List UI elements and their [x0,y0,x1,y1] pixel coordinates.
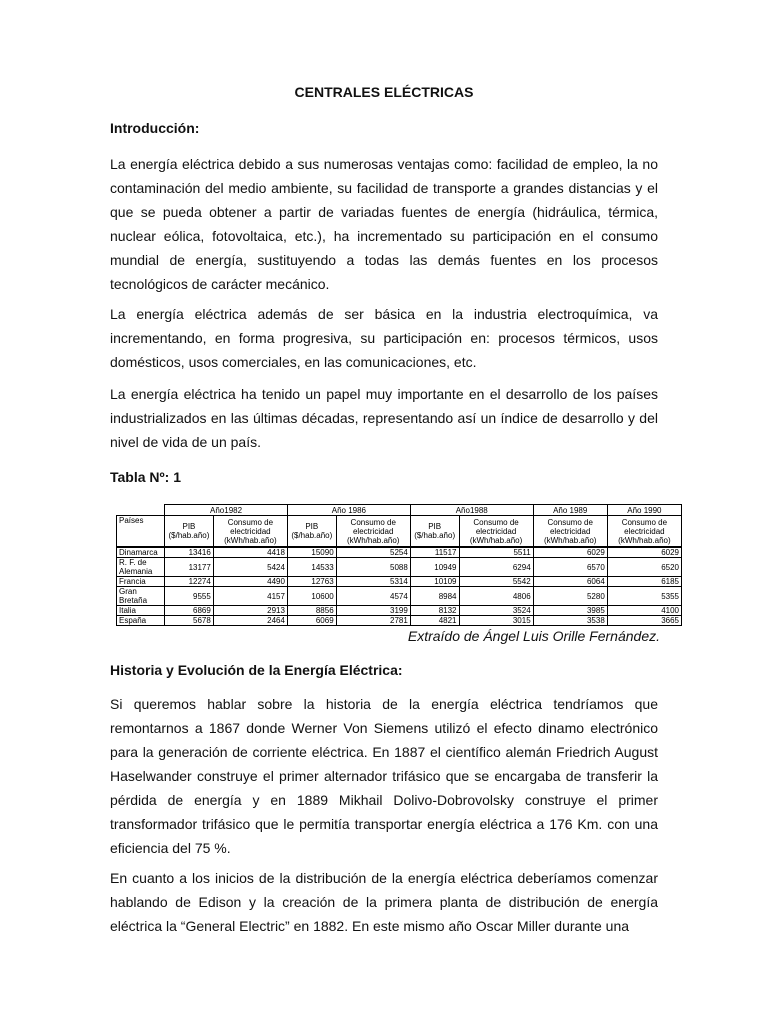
value-cell: 11517 [410,547,459,558]
country-cell: R. F. de Alemania [117,558,165,577]
value-cell: 3524 [459,606,533,616]
country-cell: Italia [117,606,165,616]
intro-paragraph-1: La energía eléctrica debido a sus numerosas ventajas como: facilidad de empleo, la no contaminación del medio ambiente, su facilidad de transporte a grandes distancias y el que se pueda obtener a partir de variadas fuentes de energía (hidráulica, térmica, nuclear eólica, fotovoltaica, etc.), ha incrementado su participación en el consumo mundial de energía, sustituyendo a todas las demás fuentes en los procesos tecnológicos de carácter mecánico. [110,156,658,292]
value-cell: 3015 [459,616,533,626]
consumo-column-header: Consumo de electricidad (kWh/hab.año) [213,516,287,548]
value-cell: 5424 [213,558,287,577]
value-cell: 4806 [459,587,533,606]
pib-column-header: PIB ($/hab.año) [165,516,214,548]
document-title: CENTRALES ELÉCTRICAS [294,84,474,100]
intro-heading: Introducción: [110,120,200,136]
country-cell: Gran Bretaña [117,587,165,606]
value-cell: 5314 [336,577,410,587]
value-cell: 6069 [287,616,336,626]
value-cell: 4490 [213,577,287,587]
table-row [117,606,682,616]
value-cell: 2913 [213,606,287,616]
value-cell: 13177 [165,558,214,577]
table-corner-cell [117,505,165,516]
value-cell: 5542 [459,577,533,587]
value-cell: 5355 [607,587,681,606]
value-cell: 6029 [533,547,607,558]
value-cell: 8132 [410,606,459,616]
consumo-column-header: Consumo de electricidad (kWh/hab.año) [607,516,681,548]
consumo-column-header: Consumo de electricidad (kWh/hab.año) [533,516,607,548]
value-cell: 13416 [165,547,214,558]
value-cell: 8984 [410,587,459,606]
year-header: Año1988 [410,505,533,516]
value-cell: 6185 [607,577,681,587]
value-cell: 5254 [336,547,410,558]
value-cell: 9555 [165,587,214,606]
history-paragraph-1: Si queremos hablar sobre la historia de la energía eléctrica tendríamos que remontarnos a 1867 donde Werner Von Siemens utilizó el efecto dinamo electrónico para la generación de corriente eléctrica. En 1887 el científico alemán Friedrich August Haselwander construye el primer alternador trifásico que se encargaba de transferir la pérdida de energía y en 1889 Mikhail Dolivo-Dobrovolsky construye el primer transformador trifásico que le permitía transportar energía eléctrica a 176 Km. con una eficiencia del 75 %. [110,696,658,856]
value-cell: 4100 [607,606,681,616]
history-heading: Historia y Evolución de la Energía Eléctrica: [110,662,403,678]
value-cell: 4157 [213,587,287,606]
value-cell: 5088 [336,558,410,577]
value-cell: 6294 [459,558,533,577]
value-cell: 4574 [336,587,410,606]
value-cell: 5678 [165,616,214,626]
table-heading: Tabla Nº: 1 [110,469,181,485]
value-cell: 10949 [410,558,459,577]
value-cell: 3985 [533,606,607,616]
value-cell: 2781 [336,616,410,626]
table-row [117,577,682,587]
year-header: Año 1989 [533,505,607,516]
value-cell: 10600 [287,587,336,606]
table-source-caption: Extraído de Ángel Luis Orille Fernández. [407,628,660,644]
intro-paragraph-3: La energía eléctrica ha tenido un papel muy importante en el desarrollo de los países industrializados en las últimas décadas, representando así un índice de desarrollo y del nivel de vida de un país. [110,386,658,450]
history-paragraph-2: En cuanto a los inicios de la distribución de la energía eléctrica deberíamos comenzar hablando de Edison y la creación de la primera planta de distribución de energía eléctrica la “General Electric” en 1882. En este mismo año Oscar Miller durante una [110,870,658,934]
value-cell: 3665 [607,616,681,626]
value-cell: 3538 [533,616,607,626]
year-header: Año 1990 [607,505,681,516]
value-cell: 6520 [607,558,681,577]
value-cell: 8856 [287,606,336,616]
value-cell: 5280 [533,587,607,606]
pib-column-header: PIB ($/hab.año) [287,516,336,548]
table-row [117,587,682,606]
pib-column-header: PIB ($/hab.año) [410,516,459,548]
value-cell: 12274 [165,577,214,587]
country-cell: España [117,616,165,626]
value-cell: 6869 [165,606,214,616]
value-cell: 10109 [410,577,459,587]
value-cell: 4418 [213,547,287,558]
country-cell: Dinamarca [117,547,165,558]
year-header: Año1982 [165,505,288,516]
value-cell: 3199 [336,606,410,616]
table-row [117,558,682,577]
consumo-column-header: Consumo de electricidad (kWh/hab.año) [459,516,533,548]
value-cell: 15090 [287,547,336,558]
value-cell: 12763 [287,577,336,587]
consumo-column-header: Consumo de electricidad (kWh/hab.año) [336,516,410,548]
table-column-header-row [117,516,682,548]
year-header: Año 1986 [287,505,410,516]
value-cell: 6029 [607,547,681,558]
data-table-container [116,504,686,625]
data-table [116,504,682,626]
table-body [117,547,682,626]
value-cell: 2464 [213,616,287,626]
value-cell: 14533 [287,558,336,577]
table-row [117,547,682,558]
intro-paragraph-2: La energía eléctrica además de ser básica en la industria electroquímica, va incrementando, en forma progresiva, su participación en: procesos térmicos, usos domésticos, usos comerciales, en las comunicaciones, etc. [110,306,658,370]
country-cell: Francia [117,577,165,587]
table-row [117,616,682,626]
value-cell: 6570 [533,558,607,577]
value-cell: 4821 [410,616,459,626]
country-column-header: Países [117,516,165,548]
value-cell: 5511 [459,547,533,558]
value-cell: 6064 [533,577,607,587]
table-year-header-row [117,505,682,516]
